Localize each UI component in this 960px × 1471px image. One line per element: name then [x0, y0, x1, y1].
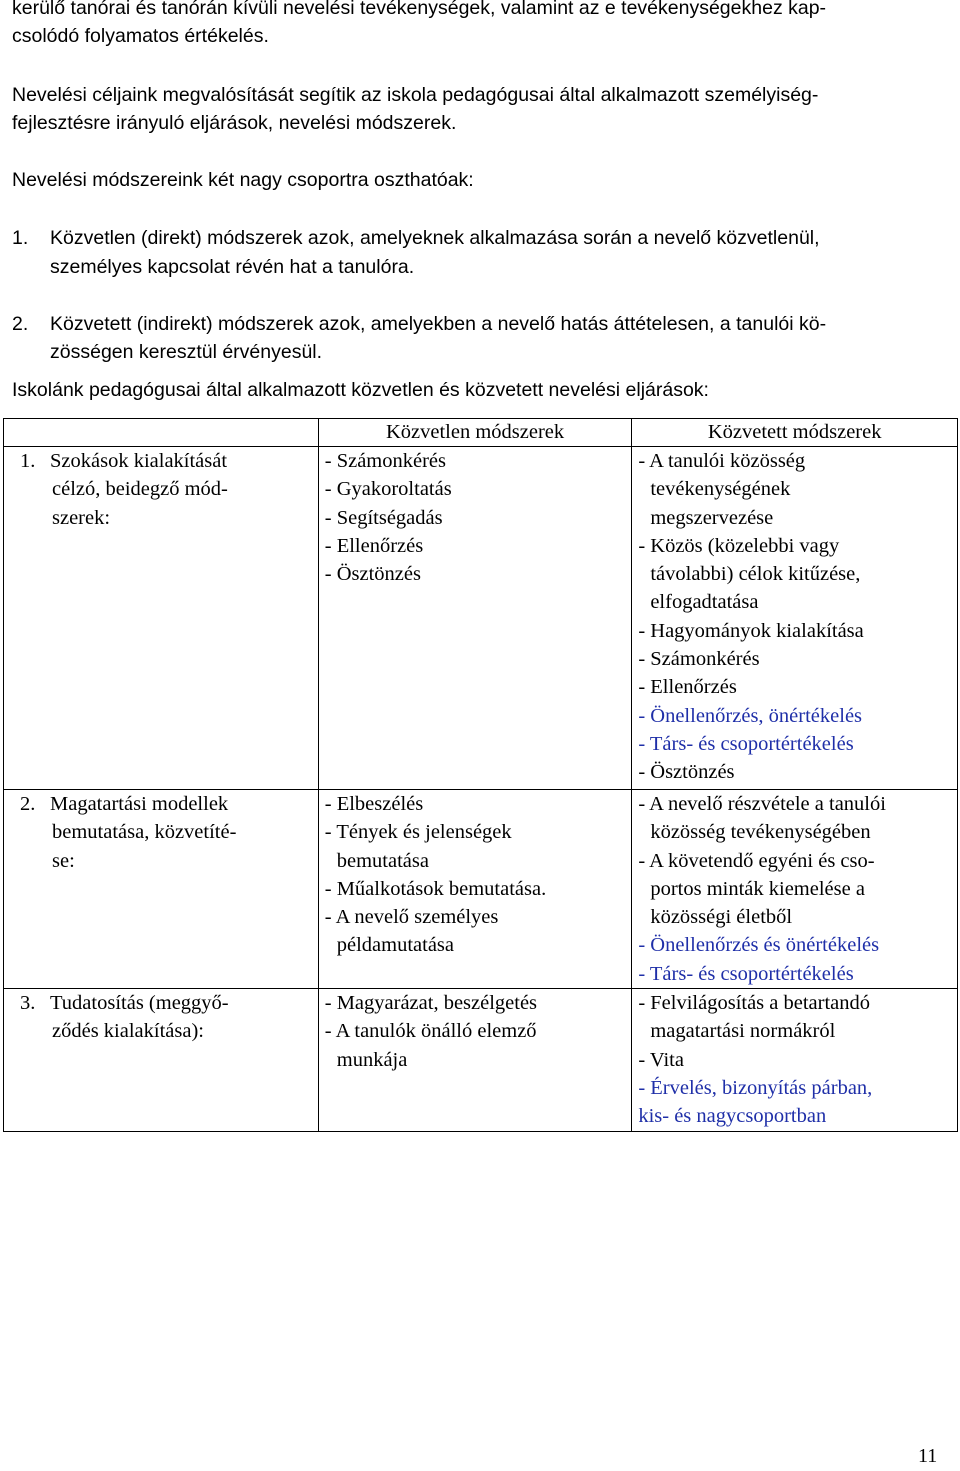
list-item-continuation: portos minták kiemelése a: [650, 877, 865, 900]
list-item-1-number: 1.: [12, 227, 29, 249]
list-item: - Számonkérés: [324, 450, 446, 472]
list-item-continuation: elfogadtatása: [650, 591, 759, 614]
row-1-category-line-2: célzó, beidegző mód-: [52, 478, 228, 501]
list-item: - Gyakoroltatás: [324, 478, 452, 501]
header-direct-methods: Közvetlen módszerek: [318, 419, 632, 447]
row-2-indirect: [632, 790, 958, 989]
list-item: - Műalkotások bemutatása.: [324, 877, 547, 900]
paragraph-3: Nevelési módszereink két nagy csoportra oszthatóak:: [12, 169, 474, 191]
list-item: - Vita: [638, 1048, 684, 1071]
list-item: - Elbeszélés: [324, 793, 424, 815]
list-item-1-line-2: személyes kapcsolat révén hat a tanulóra.: [50, 256, 415, 278]
list-item-continuation: munkája: [336, 1048, 408, 1071]
list-item-continuation-highlighted: kis- és nagycsoportban: [638, 1105, 827, 1128]
paragraph-2-line-2: fejlesztésre irányuló eljárások, nevelési módszerek.: [12, 112, 457, 134]
list-item-continuation: közösség tevékenységében: [650, 821, 871, 844]
row-1-number: 1.: [20, 450, 36, 472]
header-indirect-methods: Közvetett módszerek: [632, 419, 958, 447]
list-item: - Felvilágosítás a betartandó: [638, 992, 871, 1015]
list-item: - Ellenőrzés: [324, 534, 424, 557]
list-item: - Ösztönzés: [638, 761, 735, 784]
row-2-direct: [318, 790, 632, 989]
table-header-row: [4, 419, 958, 447]
list-item: - Hagyományok kialakítása: [638, 619, 864, 642]
row-2-number: 2.: [20, 793, 36, 815]
paragraph-2-line-1: Nevelési céljaink megvalósítását segítik az iskola pedagógusai által alkalmazott személyiség-: [12, 84, 819, 106]
list-item-continuation: tevékenységének: [650, 478, 791, 501]
list-item: - Segítségadás: [324, 506, 443, 529]
table-row: [4, 989, 958, 1131]
row-2-category: [4, 790, 319, 989]
list-item-highlighted: - Önellenőrzés, önértékelés: [638, 704, 863, 727]
table-row: [4, 447, 958, 790]
paragraph-1-line-1: kerülő tanórai és tanórán kívüli nevelési tevékenységek, valamint az e tevékenységekhez kap-: [12, 0, 827, 19]
list-item-highlighted: - Érvelés, bizonyítás párban,: [638, 1076, 873, 1099]
row-1-category-line-1: Szokások kialakítását: [50, 450, 228, 472]
row-2-category-line-3: se:: [52, 849, 75, 872]
table-row: [4, 790, 958, 989]
list-item-1-line-1: Közvetlen (direkt) módszerek azok, amelyeknek alkalmazása során a nevelő közvetlenül,: [50, 227, 820, 249]
list-item: - Közös (közelebbi vagy: [638, 534, 840, 557]
list-item: - Számonkérés: [638, 648, 760, 671]
row-1-category-line-3: szerek:: [52, 506, 111, 529]
list-item: - A tanulók önálló elemző: [324, 1020, 537, 1043]
methods-table: [3, 418, 958, 1132]
row-1-category: [4, 447, 319, 790]
list-item-highlighted: - Önellenőrzés és önértékelés: [638, 934, 880, 957]
page-number: 11: [918, 1445, 938, 1467]
list-item-continuation: megszervezése: [650, 506, 774, 529]
list-item: - A nevelő részvétele a tanulói: [638, 793, 886, 815]
row-1-indirect: [632, 447, 958, 790]
header-category: [4, 419, 319, 447]
list-item-2-number: 2.: [12, 313, 29, 335]
list-item: - Ellenőrzés: [638, 676, 737, 699]
list-item-continuation: példamutatása: [336, 934, 455, 957]
list-item-highlighted: - Társ- és csoportértékelés: [638, 962, 854, 985]
list-item: - A tanulói közösség: [638, 450, 806, 472]
row-3-category-line-1: Tudatosítás (meggyő-: [50, 992, 229, 1015]
row-3-number: 3.: [20, 992, 36, 1015]
list-item-highlighted: - Társ- és csoportértékelés: [638, 732, 854, 755]
row-3-category: [4, 989, 319, 1131]
list-item: - Ösztönzés: [324, 563, 421, 586]
row-3-indirect: [632, 989, 958, 1131]
list-item-continuation: magatartási normákról: [650, 1020, 836, 1043]
row-3-category-line-2: ződés kialakítása):: [52, 1020, 204, 1043]
list-item: - Tények és jelenségek: [324, 821, 512, 844]
row-1-direct: [318, 447, 632, 790]
list-item: - A nevelő személyes: [324, 906, 499, 929]
list-item: - A követendő egyéni és cso-: [638, 849, 875, 872]
row-2-category-line-1: Magatartási modellek: [50, 793, 229, 815]
row-3-direct: [318, 989, 632, 1131]
list-item-continuation: közösségi életből: [650, 906, 793, 929]
list-item-2-line-1: Közvetett (indirekt) módszerek azok, amelyekben a nevelő hatás áttételesen, a tanulói kö-: [50, 313, 827, 335]
list-item-continuation: bemutatása: [336, 849, 429, 872]
row-2-category-line-2: bemutatása, közvetíté-: [52, 821, 237, 844]
list-item-2-line-2: zösségen keresztül érvényesül.: [50, 341, 323, 363]
paragraph-1-line-2: csolódó folyamatos értékelés.: [12, 25, 269, 47]
table-intro: Iskolánk pedagógusai által alkalmazott közvetlen és közvetett nevelési eljárások:: [12, 379, 709, 401]
list-item: - Magyarázat, beszélgetés: [324, 992, 538, 1015]
list-item-continuation: távolabbi) célok kitűzése,: [650, 563, 861, 586]
